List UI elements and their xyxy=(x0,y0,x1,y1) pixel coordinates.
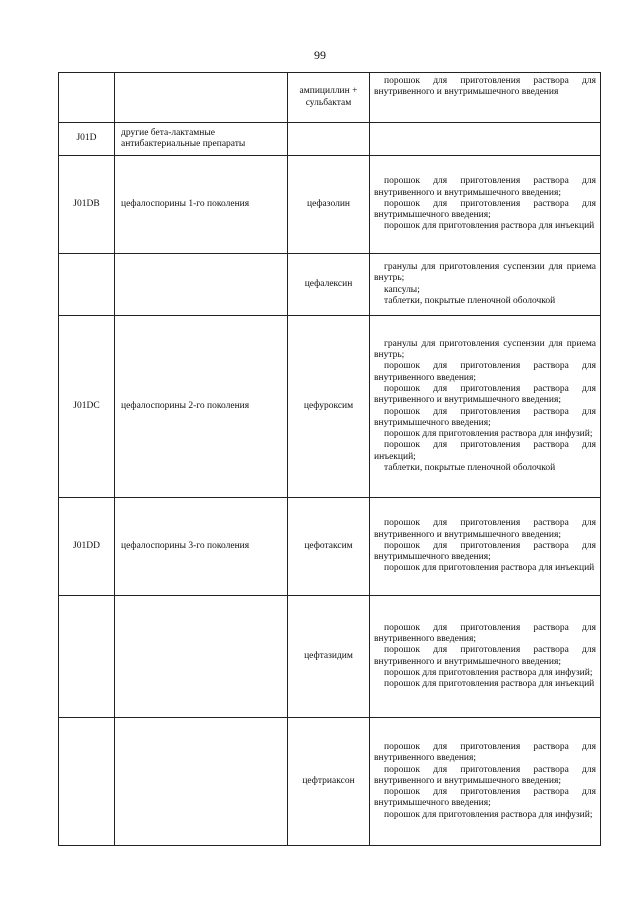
atc-code-cell: J01DC xyxy=(59,316,115,498)
table-body xyxy=(59,73,601,846)
dosage-form-item: порошок для приготовления раствора для инфузий; xyxy=(384,809,593,820)
table-row xyxy=(59,73,601,123)
dosage-form-item: капсулы; xyxy=(384,284,420,295)
drug-name-cell: цефотаксим xyxy=(288,498,370,596)
drug-name-cell xyxy=(288,123,370,156)
atc-code-cell xyxy=(59,718,115,846)
dosage-form-item: порошок для приготовления раствора для внутривенного введения; xyxy=(374,361,596,383)
dosage-form-item: порошок для приготовления раствора для внутривенного и внутримышечного введения; xyxy=(374,176,596,198)
dosage-form-item: порошок для приготовления раствора для инфузий; xyxy=(384,667,593,678)
dosage-form-item: порошок для приготовления раствора для инъекций xyxy=(384,221,595,232)
drug-name-cell: цефазолин xyxy=(288,156,370,254)
dosage-form-item: порошок для приготовления раствора для внутривенного и внутримышечного введения; xyxy=(374,764,596,786)
table-row xyxy=(59,123,601,156)
dosage-form-item: порошок для приготовления раствора для инфузий; xyxy=(384,429,593,440)
drug-name-cell: ампициллин + сульбактам xyxy=(288,73,370,123)
dosage-form-item: гранулы для приготовления суспензии для приема внутрь; xyxy=(374,338,596,361)
pharmacological-group-cell: цефалоспорины 2-го поколения xyxy=(115,316,288,498)
drug-name-cell: цефалексин xyxy=(288,254,370,316)
atc-code-cell xyxy=(59,596,115,718)
dosage-form-item: порошок для приготовления раствора для инъекций xyxy=(384,679,595,690)
atc-code-cell xyxy=(59,73,115,123)
pharmacological-group-cell: другие бета-лактамные антибактериальные препараты xyxy=(115,123,288,156)
table-row xyxy=(59,498,601,596)
table-row xyxy=(59,156,601,254)
page-number: 99 xyxy=(314,48,326,62)
dosage-forms-cell xyxy=(370,596,601,718)
dosage-form-item: порошок для приготовления раствора для внутривенного введения; xyxy=(374,622,596,644)
dosage-form-item: порошок для приготовления раствора для внутривенного и внутримышечного введения; xyxy=(374,383,596,406)
dosage-form-item: таблетки, покрытые пленочной оболочкой xyxy=(384,462,556,473)
drug-name-cell: цефуроксим xyxy=(288,316,370,498)
pharmacological-group-cell xyxy=(115,73,288,123)
pharmacological-group-cell: цефалоспорины 3-го поколения xyxy=(115,498,288,596)
drug-name-cell: цефтазидим xyxy=(288,596,370,718)
dosage-forms-cell xyxy=(370,498,601,596)
dosage-forms-cell xyxy=(370,123,601,156)
dosage-form-item: порошок для приготовления раствора для внутривенного и внутримышечного введения xyxy=(374,76,596,98)
dosage-form-item: порошок для приготовления раствора для инъекций; xyxy=(374,440,596,462)
pharmacological-group-cell xyxy=(115,254,288,316)
pharmacological-group-cell: цефалоспорины 1-го поколения xyxy=(115,156,288,254)
drug-name-cell: цефтриаксон xyxy=(288,718,370,846)
pharmacological-group-cell xyxy=(115,596,288,718)
dosage-form-item: таблетки, покрытые пленочной оболочкой xyxy=(384,295,556,306)
dosage-forms-cell xyxy=(370,718,601,846)
dosage-form-item: гранулы для приготовления суспензии для приема внутрь; xyxy=(374,261,596,284)
dosage-form-item: порошок для приготовления раствора для внутривенного и внутримышечного введения; xyxy=(374,645,596,667)
drug-table xyxy=(58,72,601,846)
atc-code-cell: J01DD xyxy=(59,498,115,596)
dosage-forms-cell xyxy=(370,316,601,498)
atc-code-cell: J01D xyxy=(59,123,115,156)
table-row xyxy=(59,254,601,316)
dosage-form-item: порошок для приготовления раствора для внутримышечного введения; xyxy=(374,406,596,428)
table-row xyxy=(59,718,601,846)
atc-code-cell: J01DB xyxy=(59,156,115,254)
dosage-form-item: порошок для приготовления раствора для внутривенного и внутримышечного введения; xyxy=(374,518,596,540)
atc-code-cell xyxy=(59,254,115,316)
dosage-form-item: порошок для приготовления раствора для внутривенного введения; xyxy=(374,741,596,764)
dosage-forms-cell xyxy=(370,73,601,123)
dosage-form-item: порошок для приготовления раствора для внутримышечного введения; xyxy=(374,540,596,563)
dosage-form-item: порошок для приготовления раствора для внутримышечного введения; xyxy=(374,787,596,809)
dosage-forms-cell xyxy=(370,254,601,316)
pharmacological-group-cell xyxy=(115,718,288,846)
dosage-forms-cell xyxy=(370,156,601,254)
dosage-form-item: порошок для приготовления раствора для внутримышечного введения; xyxy=(374,198,596,221)
table-row xyxy=(59,316,601,498)
table-row xyxy=(59,596,601,718)
dosage-form-item: порошок для приготовления раствора для инъекций xyxy=(384,563,595,574)
